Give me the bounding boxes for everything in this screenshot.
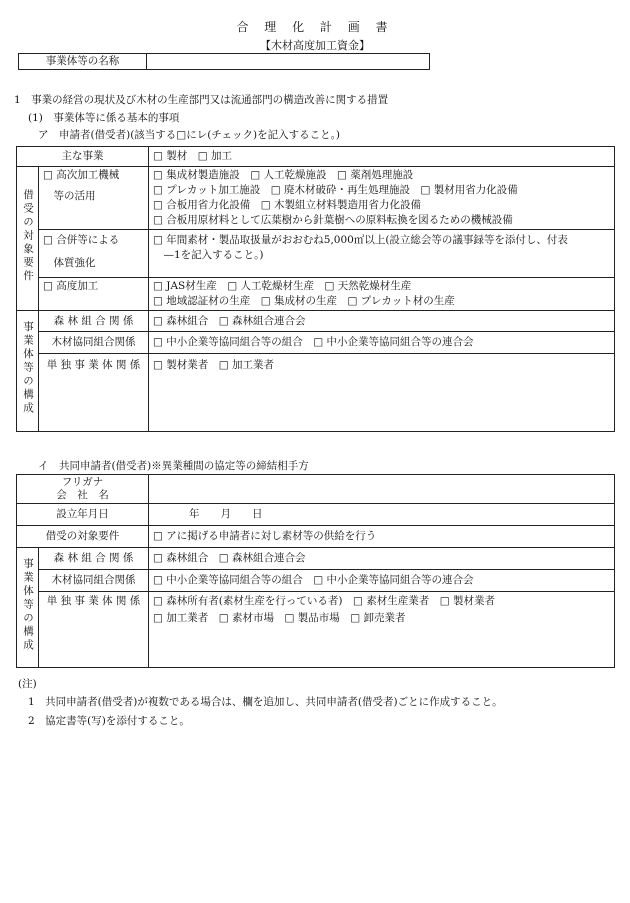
advanced-processing-label[interactable]: □ 高度加工 bbox=[39, 278, 149, 311]
independent-business-label: 単 独 事 業 体 関 係 bbox=[39, 354, 149, 432]
co-organization-vertical-label: 事業体等の構成 bbox=[17, 548, 39, 668]
section-b-heading: イ 共同申請者(借受者)※異業種間の協定等の締結相手方 bbox=[38, 460, 309, 472]
co-forest-association-options[interactable]: □ 森林組合 □ 森林組合連合会 bbox=[149, 548, 615, 570]
high-processing-options[interactable]: □ 集成材製造施設 □ 人工乾燥施設 □ 薬剤処理施設 □ プレカット加工施設 □ 廃木材破砕・再生処理施設 □ 製材用省力化設備 □ 合板用省力化設備 □ 木製組立材料製造用省力化設備 □ 合板用原材料として広葉樹から針葉樹への原料転換を図るための機械設備 bbox=[149, 167, 615, 230]
independent-business-options[interactable]: □ 製材業者 □ 加工業者 bbox=[149, 354, 615, 432]
notes-heading: (注) bbox=[18, 678, 37, 690]
company-name-field[interactable] bbox=[149, 475, 615, 504]
name-value-field[interactable] bbox=[147, 54, 430, 70]
merger-options[interactable]: □ 年間素材・製品取扱量がおおむね5,000㎥以上(設立総会等の議事録等を添付し、付表 —1を記入すること。) bbox=[149, 230, 615, 278]
co-independent-business-label: 単 独 事 業 体 関 係 bbox=[39, 592, 149, 668]
section-1-heading: 1 事業の経営の現状及び木材の生産部門又は流通部門の構造改善に関する措置 bbox=[14, 94, 389, 106]
organization-vertical-label: 事業体等の構成 bbox=[17, 311, 39, 432]
timber-cooperative-label: 木材協同組合関係 bbox=[39, 332, 149, 354]
co-applicant-table bbox=[16, 474, 615, 668]
co-timber-cooperative-options[interactable]: □ 中小企業等協同組合等の組合 □ 中小企業等協同組合等の連合会 bbox=[149, 570, 615, 592]
advanced-processing-options[interactable]: □ JAS材生産 □ 人工乾燥材生産 □ 天然乾燥材生産 □ 地域認証材の生産 □ 集成材の生産 □ プレカット材の生産 bbox=[149, 278, 615, 311]
borrow-requirement-label: 借受の対象要件 bbox=[17, 526, 149, 548]
co-independent-business-options[interactable]: □ 森林所有者(素材生産を行っている者) □ 素材生産業者 □ 製材業者 □ 加工業者 □ 素材市場 □ 製品市場 □ 卸売業者 bbox=[149, 592, 615, 668]
company-name-label: フリガナ 会 社 名 bbox=[17, 475, 149, 504]
name-table bbox=[18, 53, 430, 70]
note-item: 2 協定書等(写)を添付すること。 bbox=[28, 715, 190, 727]
merger-label[interactable]: □ 合併等による 体質強化 bbox=[39, 230, 149, 278]
main-business-label: 主な事業 bbox=[17, 147, 149, 167]
high-processing-label[interactable]: □ 高次加工機械 等の活用 bbox=[39, 167, 149, 230]
document-title: 合 理 化 計 画 書 bbox=[236, 20, 394, 34]
forest-association-options[interactable]: □ 森林組合 □ 森林組合連合会 bbox=[149, 311, 615, 332]
co-forest-association-label: 森 林 組 合 関 係 bbox=[39, 548, 149, 570]
section-1-1-heading: (1) 事業体等に係る基本的事項 bbox=[28, 112, 180, 124]
name-label: 事業体等の名称 bbox=[19, 54, 147, 70]
main-business-options[interactable]: □ 製材 □ 加工 bbox=[149, 147, 615, 167]
established-date-label: 設立年月日 bbox=[17, 504, 149, 526]
established-date-field[interactable]: 年 月 日 bbox=[149, 504, 615, 526]
co-timber-cooperative-label: 木材協同組合関係 bbox=[39, 570, 149, 592]
borrow-requirement-option[interactable]: □ アに掲げる申請者に対し素材等の供給を行う bbox=[149, 526, 615, 548]
borrow-requirement-vertical-label: 借受の対象要件 bbox=[17, 167, 39, 311]
forest-association-label: 森 林 組 合 関 係 bbox=[39, 311, 149, 332]
document-subtitle: 【木材高度加工資金】 bbox=[260, 39, 370, 52]
timber-cooperative-options[interactable]: □ 中小企業等協同組合等の組合 □ 中小企業等協同組合等の連合会 bbox=[149, 332, 615, 354]
applicant-table bbox=[16, 146, 615, 432]
section-a-heading: ア 申請者(借受者)(該当する□にレ(チェック)を記入すること。) bbox=[38, 129, 340, 141]
note-item: 1 共同申請者(借受者)が複数である場合は、欄を追加し、共同申請者(借受者)ごとに作成すること。 bbox=[28, 696, 503, 708]
